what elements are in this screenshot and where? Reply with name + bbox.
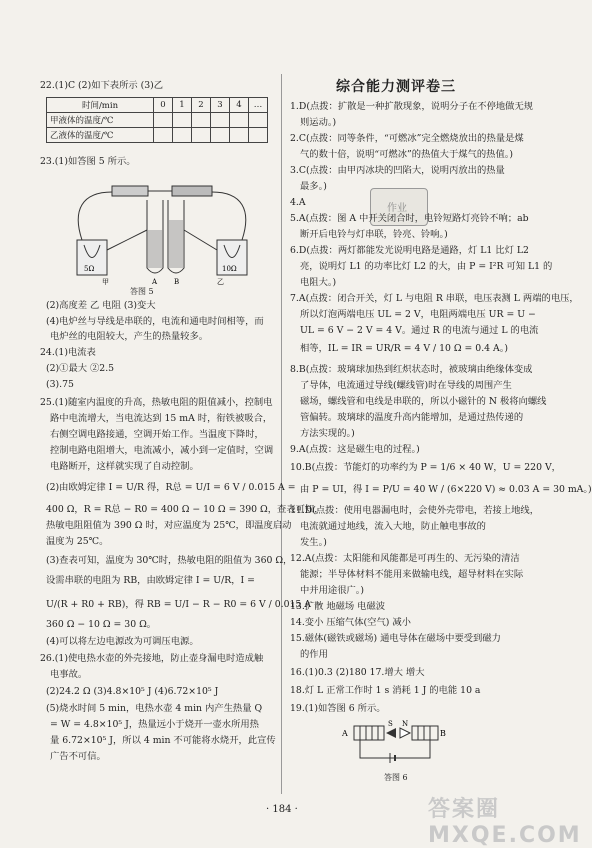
table-row: [47, 128, 268, 143]
power-source: [112, 186, 148, 196]
table-header: …: [249, 98, 268, 113]
watermark-logo: 答案圈 MXQE.COM: [428, 797, 582, 848]
answer-line: (2)24.2 Ω (3)4.8×10⁵ J (4)6.72×10⁵ J: [46, 686, 219, 697]
answer-line: 电事故。: [50, 669, 88, 680]
page-number: · 184 ·: [266, 804, 298, 815]
answer-line: U/(R + R0 + RB)，得 RB = U/I − R − R0 = 6 V / 0.015 A −: [46, 599, 322, 610]
answer-line: 则运动。): [300, 117, 337, 128]
table-header: 3: [211, 98, 230, 113]
answer-line: 断开后电铃与灯串联，铃亮、铃响。): [300, 229, 448, 240]
table-header: 时间/min: [47, 98, 154, 113]
answer-line: 16.(1)0.3 (2)180 17.增大 增大: [290, 667, 425, 678]
coil-left: [354, 726, 384, 740]
answer-line: 19.(1)如答图 6 所示。: [290, 703, 386, 714]
answer-line: 电路断开，这样就实现了自动控制。: [50, 461, 199, 472]
answer-line: 能源；半导体材料不能用来做输电线，超导材料在实际: [300, 569, 524, 580]
figure-5-circuit-diagram: [62, 170, 262, 285]
label-b: B: [440, 729, 446, 738]
answer-line: 发生。): [300, 537, 327, 548]
answer-line: 右侧空调电路接通，空调开始工作。当温度下降时，: [50, 429, 264, 440]
column-divider: [281, 74, 282, 794]
figure-6-electromagnet-diagram: [340, 718, 450, 770]
temperature-table: [46, 97, 268, 143]
answer-line: (3).75: [46, 379, 74, 390]
answer-line: 6.D(点拨：两灯都能发光说明电路是通路，灯 L1 比灯 L2: [290, 245, 529, 256]
answer-line: 26.(1)使电热水壶的外壳接地，防止壶身漏电时造成触: [40, 653, 264, 664]
label-n: N: [402, 720, 409, 728]
answer-line: 的作用: [300, 649, 328, 660]
switch: [172, 186, 212, 196]
answer-line: 10.B(点拨：节能灯的功率约为 P = 1/6 × 40 W，U = 220 V，: [290, 462, 561, 473]
label-jia: 甲: [102, 278, 109, 286]
answer-line: 15.磁体(磁铁或磁场) 通电导体在磁场中要受到磁力: [290, 633, 501, 644]
answer-line: 1.D(点拨：扩散是一种扩散现象，说明分子在不停地做无规: [290, 101, 534, 112]
answer-line: (3)查表可知，温度为 30℃时，热敏电阻的阻值为 360 Ω，: [46, 555, 293, 566]
answer-line: 电阻大。): [300, 277, 337, 288]
answer-line: UL = 6 V − 2 V = 4 V。通过 R 的电流与通过 L 的电流: [300, 325, 539, 336]
answer-line: (2)由欧姆定律 I = U/R 得，R总 = U/I = 6 V / 0.015 A =: [46, 482, 296, 493]
answer-line: 25.(1)随室内温度的升高，热敏电阻的阻值减小，控制电: [40, 397, 273, 408]
answer-line: (5)烧水时间 5 min，电热水壶 4 min 内产生热量 Q: [46, 703, 263, 714]
answer-line: 14.变小 压缩气体(空气) 减小: [290, 617, 411, 628]
answer-line: 18.灯 L 正常工作时 1 s 消耗 1 J 的电能 10 a: [290, 685, 481, 696]
label-a: A: [342, 729, 348, 738]
answer-line: 路中电流增大，当电流达到 15 mA 时，衔铁被吸合，: [50, 413, 273, 424]
table-cell: 甲液体的温度/℃: [47, 113, 154, 128]
answer-line: 4.A: [290, 197, 306, 208]
answer-line: 9.A(点拨：这是磁生电的过程。): [290, 444, 420, 455]
magnet-s-pole: [386, 728, 396, 738]
coil-right: [412, 726, 438, 740]
answer-line: 5.A(点拨：图 A 中开关闭合时，电铃短路灯亮铃不响；ab: [290, 213, 529, 224]
answer-line: 量 6.72×10⁵ J，所以 4 min 不可能将水烧开，此宣传: [50, 735, 276, 746]
stamp-badge: 作业: [370, 188, 428, 226]
answer-line: 了导体，电流通过导线(螺线管)时在导线的周围产生: [300, 380, 512, 391]
answer-line: 24.(1)电流表: [40, 347, 96, 358]
answer-line: 12.A(点拨：太阳能和风能都是可再生的、无污染的清洁: [290, 553, 520, 564]
answer-line: 管偏转。玻璃球的温度升高内能增加，是通过热传递的: [300, 412, 524, 423]
answer-line: 所以灯泡两端电压 UL = 2 V，电阻两端电压 UR = U −: [300, 309, 536, 320]
page-title: 综合能力测评卷三: [336, 79, 456, 95]
answer-line: 设需串联的电阻为 RB，由欧姆定律 I = U/R，I =: [46, 575, 255, 586]
answer-line: 由 P = UI，得 I = P/U = 40 W / (6×220 V) ≈ 0.03 A = 30 mA。): [300, 484, 592, 495]
answer-line: = W = 4.8×10⁵ J，热量远小于烧开一壶水所用热: [50, 719, 259, 730]
answer-line: 电炉丝的电阻较大，产生的热量较多。: [50, 331, 209, 342]
answer-line: 电流就通过地线，流入大地，防止触电事故的: [300, 521, 486, 532]
label-s: S: [388, 720, 393, 728]
table-row: [47, 113, 268, 128]
label-b: B: [174, 278, 180, 286]
magnet-n-pole: [400, 728, 410, 738]
answer-line: 相等，IL = IR = UR/R = 4 V / 10 Ω = 0.4 A。): [300, 343, 509, 354]
label-a: A: [152, 278, 158, 286]
answer-line: 最多。): [300, 181, 327, 192]
answer-line: 温度为 25℃。: [46, 536, 109, 547]
answer-line: 8.B(点拨：玻璃球加热到红炽状态时，被玻璃由绝缘体变成: [290, 364, 533, 375]
label-5ohm: 5Ω: [84, 265, 95, 273]
answer-line: 控制电路电阻增大，电流减小，减小到一定值时，空调: [50, 445, 274, 456]
answer-line: 400 Ω，R = R总 − R0 = 400 Ω − 10 Ω = 390 Ω，查表可知，: [46, 504, 324, 515]
table-header: 4: [230, 98, 249, 113]
answer-line: (2)①最大 ②2.5: [46, 363, 115, 374]
answer-line: 磁场，螺线管和电线是串联的，所以小磁针的 N 极将向螺线: [300, 396, 547, 407]
table-header: 0: [154, 98, 173, 113]
label-yi: 乙: [217, 278, 224, 286]
answer-line: 2.C(点拨：同等条件，“可燃冰”完全燃烧放出的热量是煤: [290, 133, 524, 144]
answer-line: 3.C(点拨：由甲丙冰块的凹陷大，说明丙放出的热量: [290, 165, 505, 176]
figure-6-caption: 答图 6: [384, 773, 408, 782]
answer-line: 方法实现的。): [300, 428, 355, 439]
answer-line: 360 Ω − 10 Ω = 30 Ω。: [46, 619, 157, 630]
table-header: 2: [192, 98, 211, 113]
answer-line: 7.A(点拨：闭合开关，灯 L 与电阻 R 串联，电压表测 L 两端的电压，: [290, 293, 579, 304]
table-cell: 乙液体的温度/℃: [47, 128, 154, 143]
answer-line: 23.(1)如答图 5 所示。: [40, 156, 136, 167]
answer-line: (2)高度差 乙 电阻 (3)变大: [46, 300, 156, 311]
answer-line: 亮，说明灯 L1 的功率比灯 L2 的大，由 P = I²R 可知 L1 的: [300, 261, 553, 272]
figure-5-caption: 答图 5: [130, 287, 154, 296]
answer-line: 气的数十倍，说明“可燃冰”的热值大于煤气的热值。): [300, 149, 514, 160]
answer-line: 13.扩散 地磁场 电磁波: [290, 601, 386, 612]
table-header: 1: [173, 98, 192, 113]
answer-line: 热敏电阻阻值为 390 Ω 时，对应温度为 25℃，即温度启动: [46, 520, 292, 531]
label-10ohm: 10Ω: [222, 265, 237, 273]
table-row: [47, 98, 268, 113]
answer-line: 22.(1)C (2)如下表所示 (3)乙: [40, 80, 164, 91]
answer-line: (4)可以将左边电源改为可调压电源。: [46, 636, 199, 647]
answer-line: (4)电炉丝与导线是串联的，电流和通电时间相等，而: [46, 316, 264, 327]
answer-line: 广告不可信。: [50, 751, 106, 762]
answer-line: 11.D(点拨：使用电器漏电时，会使外壳带电，若接上地线，: [290, 505, 539, 516]
answer-line: 中并用途很广。): [300, 585, 365, 596]
